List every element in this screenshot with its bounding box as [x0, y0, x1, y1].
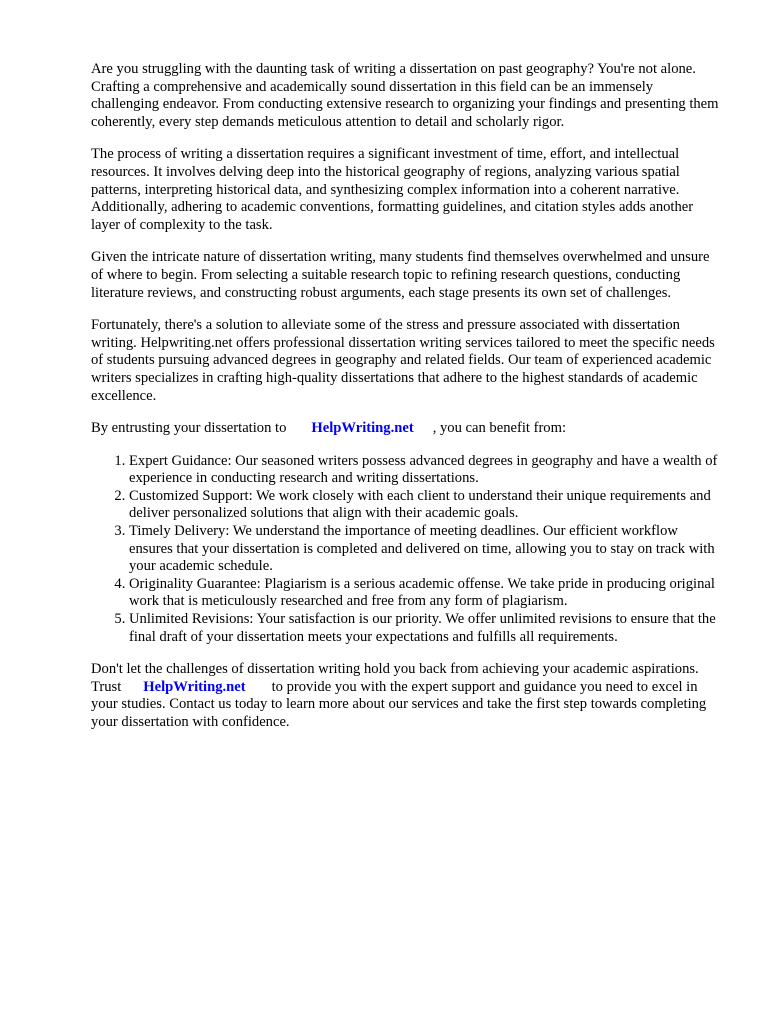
helpwriting-link-closing[interactable]: HelpWriting.net — [143, 678, 246, 695]
paragraph-solution: Fortunately, there's a solution to alleviate some of the stress and pressure associated with dissertation writing. Helpwriting.net offers professional dissertation writing services tailored to meet the specific needs of students pursuing advanced degrees in geography and related fields. Our team of experienced academic writers specializes in crafting high-quality dissertations that adhere to the highest standards of academic excellence. — [91, 317, 715, 404]
list-item: 5. Unlimited Revisions: Your satisfaction is our priority. We offer unlimited revisions to ensure that the final draft of your dissertation meets your expectations and fulfills all requirements. — [129, 611, 721, 646]
paragraph-challenges: Given the intricate nature of dissertation writing, many students find themselves overwhelmed and unsure of where to begin. From selecting a suitable research topic to refining research questions, conducting literature reviews, and constructing robust arguments, each stage presents its own set of challenges. — [91, 249, 710, 301]
document-page — [91, 61, 721, 747]
closing-text: Don't let the challenges of dissertation writing hold you back from achieving your academic aspirations. Trust — [91, 661, 699, 695]
list-item: 3. Timely Delivery: We understand the importance of meeting deadlines. Our efficient workflow ensures that your dissertation is completed and delivered on time, allowing you to stay on track with your academic schedule. — [129, 523, 721, 576]
paragraph-intro: Are you struggling with the daunting task of writing a dissertation on past geography? You're not alone. Crafting a comprehensive and academically sound dissertation in this field can be an immensely challenging endeavor. From conducting extensive research to organizing your findings and presenting them coherently, every step demands meticulous attention to detail and scholarly rigor. — [91, 61, 719, 130]
closing-text-suffix: to provide you with the expert support and guidance you need to excel in your studies. Contact us today to learn more about our services and take the first step towards completing your dissertation with confidence. — [91, 678, 707, 730]
paragraph-process: The process of writing a dissertation requires a significant investment of time, effort, and intellectual resources. It involves delving deep into the historical geography of regions, analyzing various spatial patterns, interpreting historical data, and synthesizing complex information into a coherent narrative. Additionally, adhering to academic conventions, formatting guidelines, and citation styles adds another layer of complexity to the task. — [91, 146, 694, 233]
list-item: 1. Expert Guidance: Our seasoned writers possess advanced degrees in geography and have a wealth of experience in conducting research and writing dissertations. — [129, 453, 721, 488]
list-item: 2. Customized Support: We work closely with each client to understand their unique requirements and deliver personalized solutions that align with their academic goals. — [129, 488, 721, 523]
benefits-intro-suffix: , you can benefit from: — [432, 420, 567, 437]
helpwriting-link[interactable]: HelpWriting.net — [311, 420, 414, 437]
paragraph-closing — [91, 661, 721, 731]
list-item: 4. Originality Guarantee: Plagiarism is a serious academic offense. We take pride in producing original work that is meticulously researched and free from any form of plagiarism. — [129, 576, 721, 611]
benefits-intro — [91, 420, 721, 438]
benefits-intro-text: By entrusting your dissertation to — [91, 420, 287, 437]
benefits-list — [91, 453, 721, 647]
